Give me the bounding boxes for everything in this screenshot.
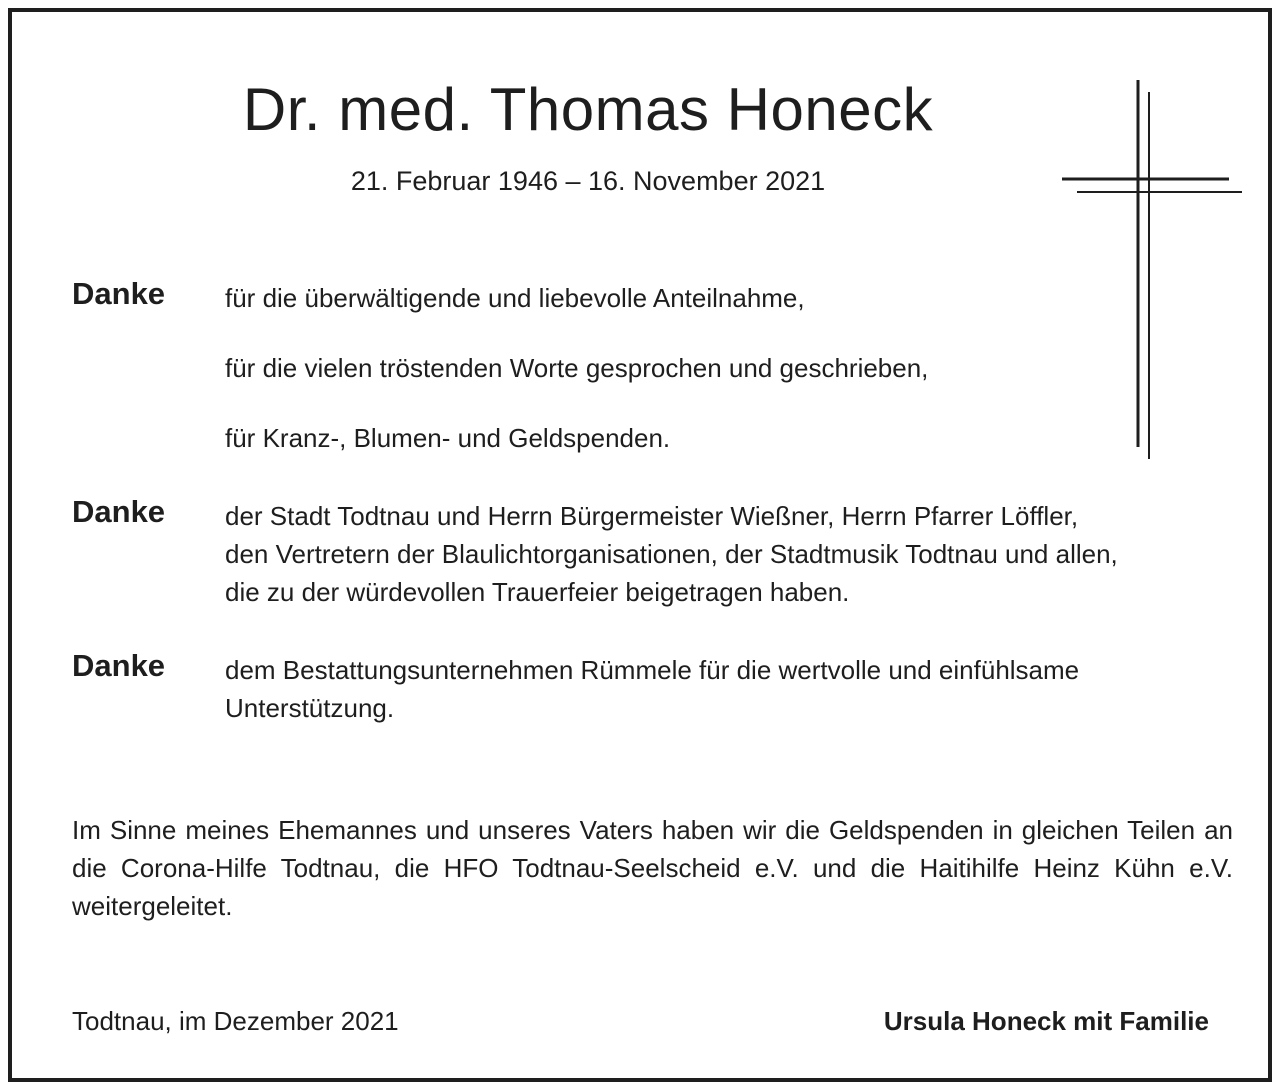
thanks-line: für die überwältigende und liebevolle Anteilnahme, [225, 283, 805, 313]
notice-frame [8, 8, 1272, 1082]
thanks-line: Unterstützung. [225, 693, 395, 723]
thanks-line: für Kranz-, Blumen- und Geldspenden. [225, 423, 671, 453]
cross-icon [1062, 80, 1252, 470]
thanks-line: die zu der würdevollen Trauerfeier beigetragen haben. [225, 577, 850, 607]
deceased-name: Dr. med. Thomas Honeck [242, 76, 934, 143]
thanks-line: für die vielen tröstenden Worte gesprochen und geschrieben, [225, 353, 929, 383]
danke-label: Danke [72, 494, 166, 529]
danke-label: Danke [72, 276, 166, 311]
closing-paragraph: Im Sinne meines Ehemannes und unseres Vaters haben wir die Geldspenden in gleichen Teilen an die Corona-Hilfe Todtnau, die HFO Todtnau-Seelscheid e.V. und die Haitihilfe Heinz Kühn e.V. weitergeleitet. [72, 815, 1233, 921]
place-date: Todtnau, im Dezember 2021 [72, 1006, 399, 1036]
thanks-lines [225, 279, 928, 457]
thanks-line: den Vertretern der Blaulichtorganisationen, der Stadtmusik Todtnau und allen, [225, 539, 1118, 569]
thanks-lines [225, 497, 1118, 611]
thanks-line: der Stadt Todtnau und Herrn Bürgermeister Wießner, Herrn Pfarrer Löffler, [225, 501, 1079, 531]
danke-label: Danke [72, 648, 166, 683]
thanks-line: dem Bestattungsunternehmen Rümmele für die wertvolle und einfühlsame [225, 655, 1080, 685]
thanks-lines [225, 651, 1079, 727]
life-dates: 21. Februar 1946 – 16. November 2021 [350, 166, 826, 196]
signature: Ursula Honeck mit Familie [883, 1006, 1209, 1036]
